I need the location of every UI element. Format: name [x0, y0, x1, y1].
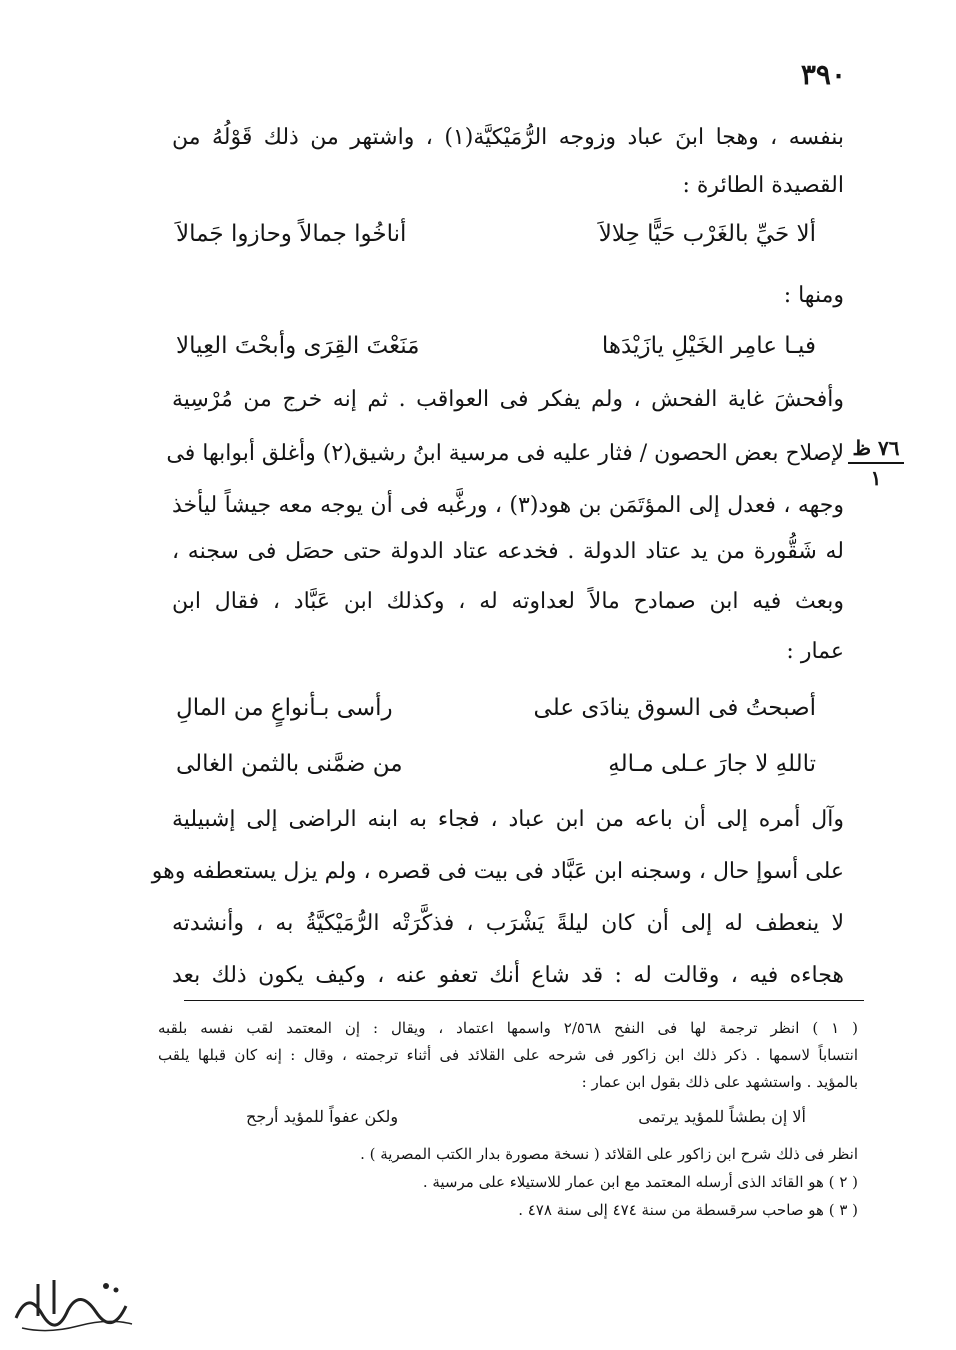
folio-marker-rule	[848, 462, 904, 464]
body-line: وأفحشَ غاية الفحش ، ولم يفكر فى العواقب . ثم إنه خرج من مُرْسِية	[172, 387, 844, 412]
body-line: القصيدة الطائرة :	[682, 173, 844, 198]
body-line: عمار :	[786, 639, 844, 664]
footnote-verse	[246, 1104, 806, 1129]
verse-hemistich-left: أناخُوا جمالاً وحازوا جَمالاَ	[176, 221, 407, 247]
verse-line	[176, 688, 816, 728]
body-line: بنفسه ، وهجا ابنَ عباد وزوجه الرُّمَيْكيَّة(١) ، واشتهر من ذلك قَوْلُهُ من	[172, 125, 845, 150]
footnote-line: انتساباً لاسمها . ذكر ذلك ابن زاكور فى شرحه على القلائد فى أثناء ترجمته ، وقال : إنه كان قبلها يلقب	[158, 1046, 858, 1064]
body-line: وجهه ، فعدل إلى المؤتَمَن بن هود(٣) ، ورغَّبه فى أن يوجه معه جيشاً ليأخذ	[172, 493, 844, 518]
verse-hemistich-left: رأسى بـأنواعٍ من المالِ	[176, 695, 393, 721]
verse-hemistich-left: مَنَعْتَ القِرَى وأبحْتَ العِيالا	[176, 333, 420, 359]
body-line: له شَقُّورة من يد عتاد الدولة . فخدعه عتاد الدولة حتى حصَل فى سجنه ،	[172, 539, 844, 564]
footnote-line: ( ٢ ) هو القائد الذى أرسله المعتمد مع ابن عمار للاستيلاء على مرسية .	[422, 1173, 858, 1191]
verse-hemistich-right: تاللهِ لا جارَ عـلى مـالهِ	[608, 751, 816, 777]
folio-marker-bottom: ١	[870, 466, 882, 490]
verse-hemistich-right: أصبحتُ فى السوق ينادَى على	[533, 695, 816, 721]
verse-hemistich-left: من ضمَّنى بالثمن الغالى	[176, 751, 403, 777]
body-line: وآل أمره إلى أن باعه من ابن عباد ، فجاء به ابنه الراضى إلى إشبيلية	[172, 807, 844, 832]
manuscript-folio-marker	[836, 436, 916, 490]
verse-hemistich-right: ألا حَيِّ بالغَرْب حَيًّا حِلالاَ	[598, 221, 816, 247]
footnote-line: بالمؤيد . واستشهد على ذلك بقول ابن عمار :	[581, 1073, 858, 1091]
body-line: لا ينعطف له إلى أن كان ليلةً يَشْرَب ، فذكَّرَتْه الرُّمَيْكيَّةُ به ، وأنشدته	[172, 911, 844, 936]
verse-line	[176, 214, 816, 254]
footnote-line: ( ٣ ) هو صاحب سرقسطة من سنة ٤٧٤ إلى سنة ٤٧٨ .	[518, 1201, 858, 1219]
verse-line	[176, 326, 816, 366]
library-watermark-logo	[8, 1270, 138, 1340]
body-line: لإصلاح بعض الحصون / فثار عليه فى مرسية ابنُ رشيق(٢) وأغلق أبوابها فى	[166, 441, 844, 466]
page-number: ٣٩٠	[800, 58, 846, 91]
footnote-verse-left: ولكن عفواً للمؤيد أرجح	[246, 1107, 399, 1126]
footnote-verse-right: ألا إن بطشاً للمؤيد يرتمى	[638, 1107, 806, 1126]
verse-hemistich-right: فيـا عامِر الخَيْلِ يازَيْدَها	[601, 333, 816, 359]
body-line: على أسوإ حال ، وسجنه ابن عَبَّاد فى بيت فى قصره ، ولم يزل يستعطفه وهو	[151, 859, 844, 884]
verse-line	[176, 744, 816, 784]
footnote-separator	[184, 1000, 864, 1001]
body-line: ومنها :	[783, 283, 844, 308]
body-line: هجاءه فيه ، وقالت له : قد شاع أنك تعفو عنه ، وكيف يكون ذلك بعد	[172, 963, 844, 988]
footnote-line: ( ١ ) انظر ترجمة لها فى النفح ٢/٥٦٨ واسمها اعتماد ، ويقال : إن المعتمد لقب نفسه بلقبه	[158, 1019, 858, 1037]
body-line: وبعث فيه ابن صمادح مالاً لعداوته له ، وكذلك ابن عَبَّاد ، فقال ابن	[172, 589, 844, 614]
folio-marker-top: ٧٦ ظ	[852, 436, 900, 460]
footnote-line: انظر فى ذلك شرح ابن زاكور على القلائد ( نسخة مصورة بدار الكتب المصرية ) .	[360, 1145, 858, 1163]
